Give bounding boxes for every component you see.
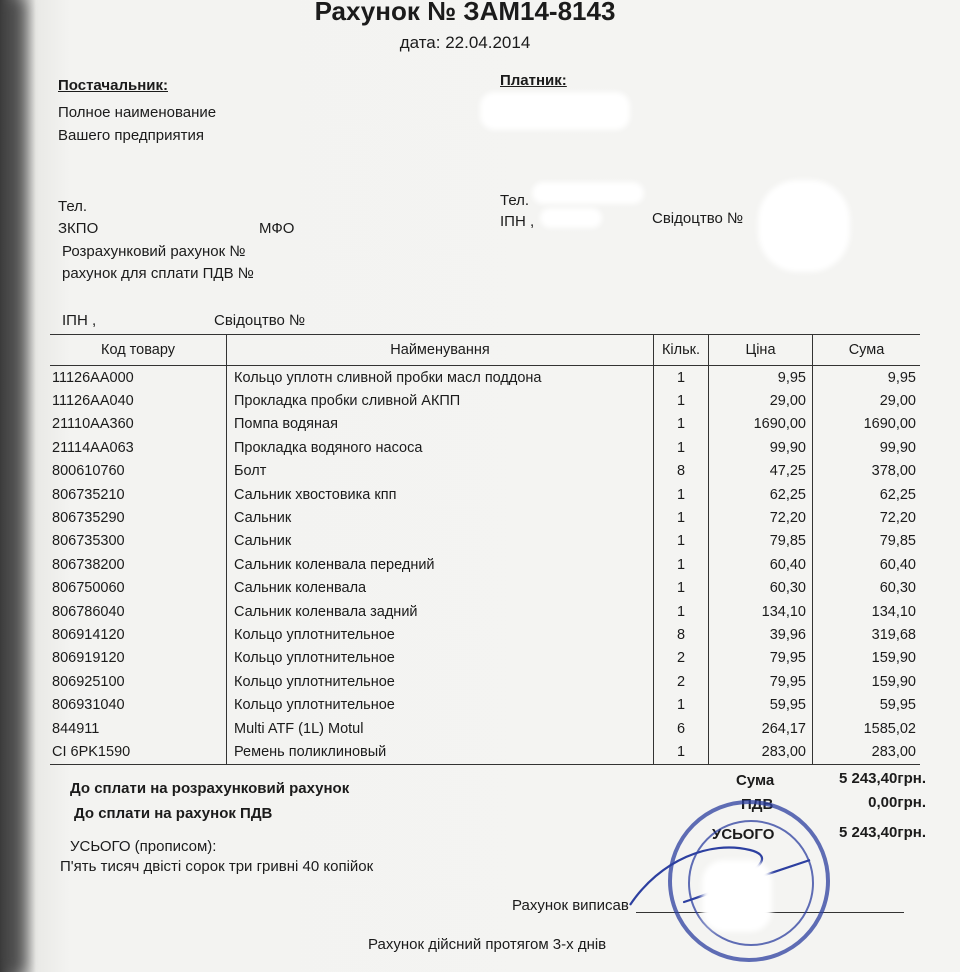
table-row xyxy=(50,693,920,716)
total-label: УСЬОГО xyxy=(712,826,775,843)
sum-label: Сума xyxy=(736,772,775,789)
payer-ipn: ІПН , xyxy=(500,213,535,230)
cell-sum: 159,90 xyxy=(812,647,920,670)
supplier-tel: Тел. xyxy=(58,198,88,215)
cell-price: 1690,00 xyxy=(708,413,812,436)
cell-price: 79,95 xyxy=(708,647,812,670)
redacted-payer-name xyxy=(480,92,630,130)
cell-code: 11126AA000 xyxy=(52,369,134,386)
cell-sum: 134,10 xyxy=(812,600,920,623)
cell-qty: 1 xyxy=(653,366,708,389)
cell-sum: 59,95 xyxy=(812,693,920,716)
header-name: Найменування xyxy=(226,335,653,365)
cell-sum: 99,90 xyxy=(812,436,920,459)
supplier-zkpo: ЗКПО xyxy=(58,220,99,237)
cell-name: Прокладка водяного насоса xyxy=(226,436,653,459)
supplier-name-line2: Вашего предприятия xyxy=(58,127,204,144)
table-row xyxy=(50,647,920,670)
cell-qty: 1 xyxy=(653,600,708,623)
cell-name: Кольцо уплотнительное xyxy=(226,693,653,716)
table-row xyxy=(50,740,920,763)
cell-code: 806735300 xyxy=(52,533,125,550)
cell-code: 844911 xyxy=(52,720,100,737)
cell-sum: 79,85 xyxy=(812,530,920,553)
table-row xyxy=(50,483,920,506)
cell-code: 806931040 xyxy=(52,697,125,714)
cell-qty: 1 xyxy=(653,577,708,600)
cell-qty: 1 xyxy=(653,740,708,763)
cell-code: 800610760 xyxy=(52,463,125,480)
cell-price: 99,90 xyxy=(708,436,812,459)
redacted-payer-tel xyxy=(532,182,644,204)
cell-sum: 60,40 xyxy=(812,553,920,576)
cell-qty: 8 xyxy=(653,460,708,483)
table-row xyxy=(50,506,920,529)
cell-name: Болт xyxy=(226,460,653,483)
in-words-label: УСЬОГО (прописом): xyxy=(70,838,217,855)
supplier-certificate: Свідоцтво № xyxy=(214,312,306,329)
redacted-payer-ipn xyxy=(540,208,602,228)
validity-note: Рахунок дійсний протягом 3-х днів xyxy=(368,936,607,953)
redacted-payer-certificate xyxy=(758,180,850,272)
cell-qty: 1 xyxy=(653,389,708,412)
cell-code: 806738200 xyxy=(52,556,125,573)
cell-code: 806925100 xyxy=(52,673,125,690)
cell-price: 39,96 xyxy=(708,623,812,646)
cell-qty: 8 xyxy=(653,623,708,646)
cell-code: 806786040 xyxy=(52,603,125,620)
cell-name: Сальник xyxy=(226,530,653,553)
table-row xyxy=(50,460,920,483)
cell-code: 21110AA360 xyxy=(52,416,134,433)
cell-name: Помпа водяная xyxy=(226,413,653,436)
cell-price: 79,95 xyxy=(708,670,812,693)
header-code: Код товару xyxy=(101,342,175,358)
pay-account-label: До сплати на розрахунковий рахунок xyxy=(70,780,350,797)
payer-tel: Тел. xyxy=(500,192,530,209)
cell-name: Multi ATF (1L) Motul xyxy=(226,717,653,740)
table-row xyxy=(50,436,920,459)
sum-value: 5 243,40грн. xyxy=(838,770,926,787)
cell-name: Сальник коленвала xyxy=(226,577,653,600)
cell-sum: 62,25 xyxy=(812,483,920,506)
table-body xyxy=(50,366,920,765)
cell-sum: 1690,00 xyxy=(812,413,920,436)
cell-price: 283,00 xyxy=(708,740,812,763)
cell-qty: 1 xyxy=(653,693,708,716)
cell-code: 11126AA040 xyxy=(52,393,134,410)
header-sum: Сума xyxy=(812,335,920,365)
invoice-title: Рахунок № ЗАМ14-8143 xyxy=(314,0,616,26)
table-row xyxy=(50,389,920,412)
cell-price: 79,85 xyxy=(708,530,812,553)
cell-code: 806914120 xyxy=(52,626,125,643)
invoice-date: дата: 22.04.2014 xyxy=(399,33,531,52)
cell-sum: 283,00 xyxy=(812,740,920,763)
cell-qty: 1 xyxy=(653,436,708,459)
cell-qty: 1 xyxy=(653,553,708,576)
cell-name: Ремень поликлиновый xyxy=(226,740,653,763)
payer-heading: Платник: xyxy=(500,72,567,89)
items-table xyxy=(50,334,920,765)
cell-qty: 1 xyxy=(653,530,708,553)
cell-sum: 9,95 xyxy=(812,366,920,389)
cell-sum: 1585,02 xyxy=(812,717,920,740)
vat-value: 0,00грн. xyxy=(868,794,926,811)
cell-price: 62,25 xyxy=(708,483,812,506)
supplier-ipn: ІПН , xyxy=(62,312,97,329)
table-row xyxy=(50,413,920,436)
cell-name: Сальник коленвала передний xyxy=(226,553,653,576)
cell-name: Кольцо уплотнительное xyxy=(226,647,653,670)
cell-price: 264,17 xyxy=(708,717,812,740)
issued-by-label: Рахунок виписав xyxy=(512,897,629,914)
cell-code: 806735210 xyxy=(52,486,125,503)
cell-sum: 72,20 xyxy=(812,506,920,529)
supplier-heading: Постачальник: xyxy=(58,77,168,94)
in-words-value: П'ять тисяч двісті сорок три гривні 40 копійок xyxy=(60,858,374,875)
table-header xyxy=(50,334,920,366)
scan-edge-shadow xyxy=(0,0,26,972)
table-row xyxy=(50,670,920,693)
cell-name: Кольцо уплотн сливной пробки масл поддона xyxy=(226,366,653,389)
cell-price: 59,95 xyxy=(708,693,812,716)
cell-sum: 378,00 xyxy=(812,460,920,483)
table-row xyxy=(50,600,920,623)
table-row xyxy=(50,366,920,389)
cell-name: Сальник хвостовика кпп xyxy=(226,483,653,506)
cell-qty: 6 xyxy=(653,717,708,740)
payer-certificate: Свідоцтво № xyxy=(652,210,744,227)
redacted-signature xyxy=(702,860,772,932)
supplier-name-line1: Полное наименование xyxy=(58,104,217,121)
cell-sum: 319,68 xyxy=(812,623,920,646)
pay-vat-label: До сплати на рахунок ПДВ xyxy=(74,805,273,822)
supplier-vat-account: рахунок для сплати ПДВ № xyxy=(62,265,254,282)
supplier-mfo: МФО xyxy=(259,220,295,237)
cell-qty: 2 xyxy=(653,647,708,670)
cell-code: 806919120 xyxy=(52,650,125,667)
cell-qty: 1 xyxy=(653,506,708,529)
table-row xyxy=(50,623,920,646)
cell-name: Кольцо уплотнительное xyxy=(226,623,653,646)
cell-price: 60,30 xyxy=(708,577,812,600)
table-row xyxy=(50,577,920,600)
cell-price: 47,25 xyxy=(708,460,812,483)
cell-sum: 159,90 xyxy=(812,670,920,693)
cell-code: 21114AA063 xyxy=(52,439,134,456)
header-price: Ціна xyxy=(708,335,812,365)
cell-name: Кольцо уплотнительное xyxy=(226,670,653,693)
table-row xyxy=(50,530,920,553)
cell-qty: 1 xyxy=(653,483,708,506)
cell-sum: 29,00 xyxy=(812,389,920,412)
cell-price: 29,00 xyxy=(708,389,812,412)
vat-label: ПДВ xyxy=(741,796,774,813)
cell-sum: 60,30 xyxy=(812,577,920,600)
cell-code: 806750060 xyxy=(52,580,125,597)
table-row xyxy=(50,717,920,740)
cell-qty: 1 xyxy=(653,413,708,436)
cell-price: 72,20 xyxy=(708,506,812,529)
supplier-account: Розрахунковий рахунок № xyxy=(62,243,246,260)
table-row xyxy=(50,553,920,576)
cell-price: 134,10 xyxy=(708,600,812,623)
total-value: 5 243,40грн. xyxy=(838,824,926,841)
cell-code: 806735290 xyxy=(52,510,125,527)
cell-name: Прокладка пробки сливной АКПП xyxy=(226,389,653,412)
cell-code: CI 6PK1590 xyxy=(52,743,131,760)
cell-price: 60,40 xyxy=(708,553,812,576)
cell-qty: 2 xyxy=(653,670,708,693)
cell-price: 9,95 xyxy=(708,366,812,389)
header-qty: Кільк. xyxy=(653,335,708,365)
cell-name: Сальник xyxy=(226,506,653,529)
cell-name: Сальник коленвала задний xyxy=(226,600,653,623)
